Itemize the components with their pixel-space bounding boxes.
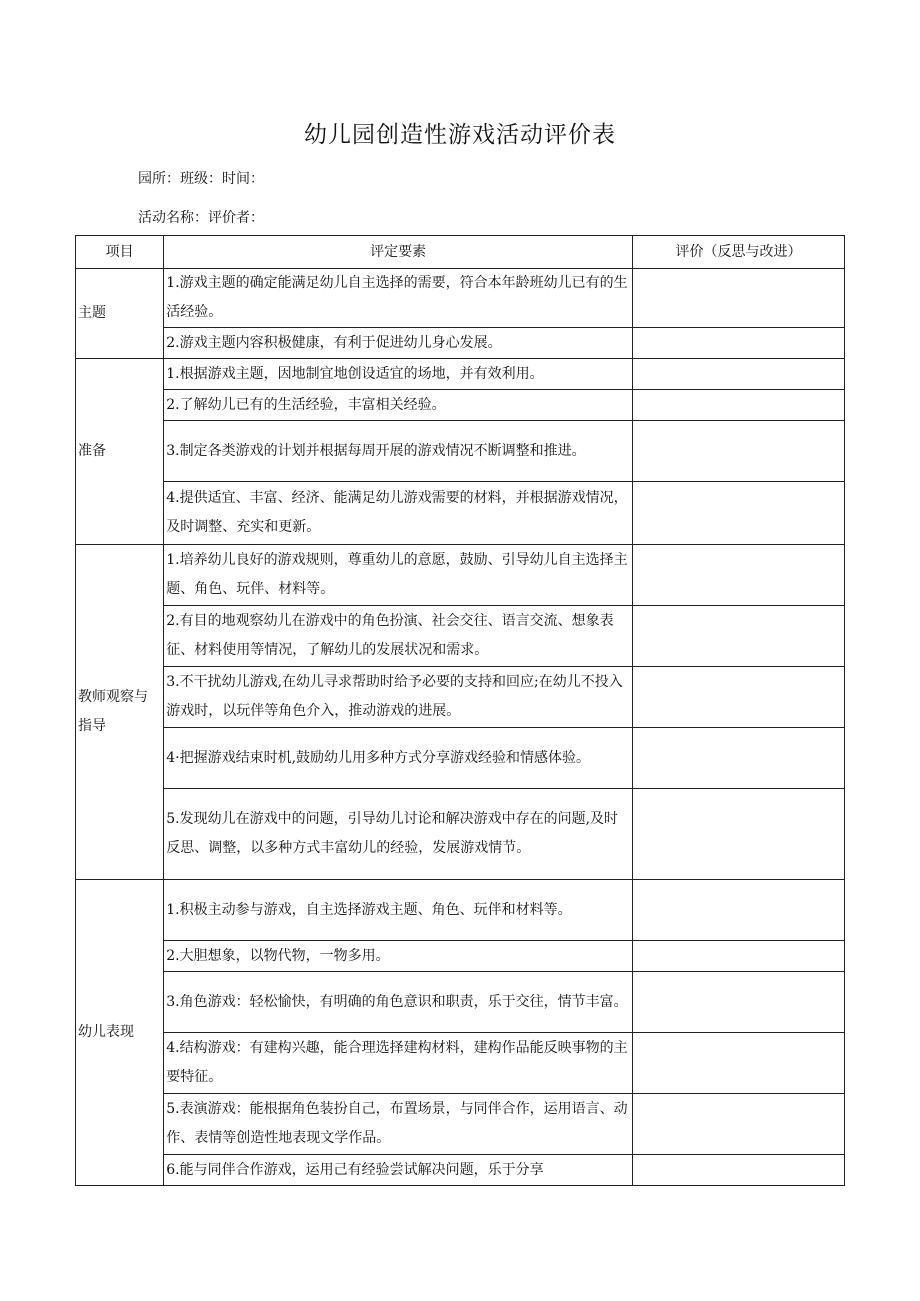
table-row [76,328,845,359]
evaluation-cell[interactable] [632,390,844,421]
criteria-cell: 2.大胆想象，以物代物，一物多用。 [164,941,633,972]
section-name-preparation: 准备 [76,359,164,545]
meta-school-class-time: 园所：班级：时间： [138,171,264,187]
evaluation-cell[interactable] [632,359,844,390]
page-title: 幼儿园创造性游戏活动评价表 [304,122,616,148]
evaluation-cell[interactable] [632,667,844,728]
criteria-cell: 5.表演游戏：能根据角色装扮自己，布置场景，与同伴合作，运用语言、动作、表情等创造性地表现文学作品。 [164,1094,633,1155]
header-item: 项目 [76,236,164,269]
table-row [76,1033,845,1094]
table-row [76,1094,845,1155]
table-row [76,1155,845,1186]
table-row [76,359,845,390]
meta-activity-evaluator: 活动名称：评价者： [138,210,264,226]
criteria-cell: 5.发现幼儿在游戏中的问题，引导幼儿讨论和解决游戏中存在的问题,及时反思、调整，以多种方式丰富幼儿的经验，发展游戏情节。 [164,789,633,880]
criteria-cell: 4·把握游戏结束时机,鼓励幼儿用多种方式分享游戏经验和情感体验。 [164,728,633,789]
evaluation-cell[interactable] [632,1094,844,1155]
section-name-theme: 主题 [76,269,164,359]
table-row [76,545,845,606]
evaluation-cell[interactable] [632,972,844,1033]
criteria-cell: 3.制定各类游戏的计划并根据每周开展的游戏情况不断调整和推进。 [164,421,633,482]
criteria-cell: 4.提供适宜、丰富、经济、能满足幼儿游戏需要的材料，并根据游戏情况，及时调整、充实和更新。 [164,482,633,545]
criteria-cell: 3.角色游戏：轻松愉快，有明确的角色意识和职责，乐于交往，情节丰富。 [164,972,633,1033]
section-name-child-performance: 幼儿表现 [76,880,164,1186]
criteria-cell: 2.了解幼儿已有的生活经验，丰富相关经验。 [164,390,633,421]
criteria-cell: 1.积极主动参与游戏，自主选择游戏主题、角色、玩伴和材料等。 [164,880,633,941]
evaluation-cell[interactable] [632,880,844,941]
evaluation-table [75,235,845,1186]
table-row [76,941,845,972]
section-name-teacher-guidance: 教师观察与指导 [76,545,164,880]
table-row [76,421,845,482]
table-row [76,667,845,728]
table-row [76,606,845,667]
criteria-cell: 1.根据游戏主题，因地制宜地创设适宜的场地，并有效利用。 [164,359,633,390]
criteria-cell: 3.不干扰幼儿游戏,在幼儿寻求帮助时给予必要的支持和回应;在幼儿不投入游戏时，以玩伴等角色介入，推动游戏的进展。 [164,667,633,728]
evaluation-cell[interactable] [632,328,844,359]
table-row [76,789,845,880]
criteria-cell: 4.结构游戏：有建构兴趣，能合理选择建构材料，建构作品能反映事物的主要特征。 [164,1033,633,1094]
evaluation-cell[interactable] [632,1155,844,1186]
evaluation-cell[interactable] [632,269,844,328]
evaluation-cell[interactable] [632,789,844,880]
evaluation-cell[interactable] [632,421,844,482]
criteria-cell: 2.有目的地观察幼儿在游戏中的角色扮演、社会交往、语言交流、想象表征、材料使用等情况，了解幼儿的发展状况和需求。 [164,606,633,667]
evaluation-cell[interactable] [632,606,844,667]
table-row [76,269,845,328]
criteria-cell: 6.能与同伴合作游戏，运用己有经验尝试解决问题，乐于分享 [164,1155,633,1186]
table-row [76,880,845,941]
evaluation-cell[interactable] [632,545,844,606]
evaluation-cell[interactable] [632,941,844,972]
criteria-cell: 2.游戏主题内容积极健康，有利于促进幼儿身心发展。 [164,328,633,359]
table-row [76,972,845,1033]
evaluation-cell[interactable] [632,482,844,545]
evaluation-cell[interactable] [632,728,844,789]
header-evaluation: 评价（反思与改进） [632,236,844,269]
table-row [76,482,845,545]
table-header-row [76,236,845,269]
criteria-cell: 1.游戏主题的确定能满足幼儿自主选择的需要，符合本年龄班幼儿已有的生活经验。 [164,269,633,328]
evaluation-cell[interactable] [632,1033,844,1094]
table-row [76,390,845,421]
criteria-cell: 1.培养幼儿良好的游戏规则，尊重幼儿的意愿，鼓励、引导幼儿自主选择主题、角色、玩伴、材料等。 [164,545,633,606]
header-criteria: 评定要素 [164,236,633,269]
table-row [76,728,845,789]
